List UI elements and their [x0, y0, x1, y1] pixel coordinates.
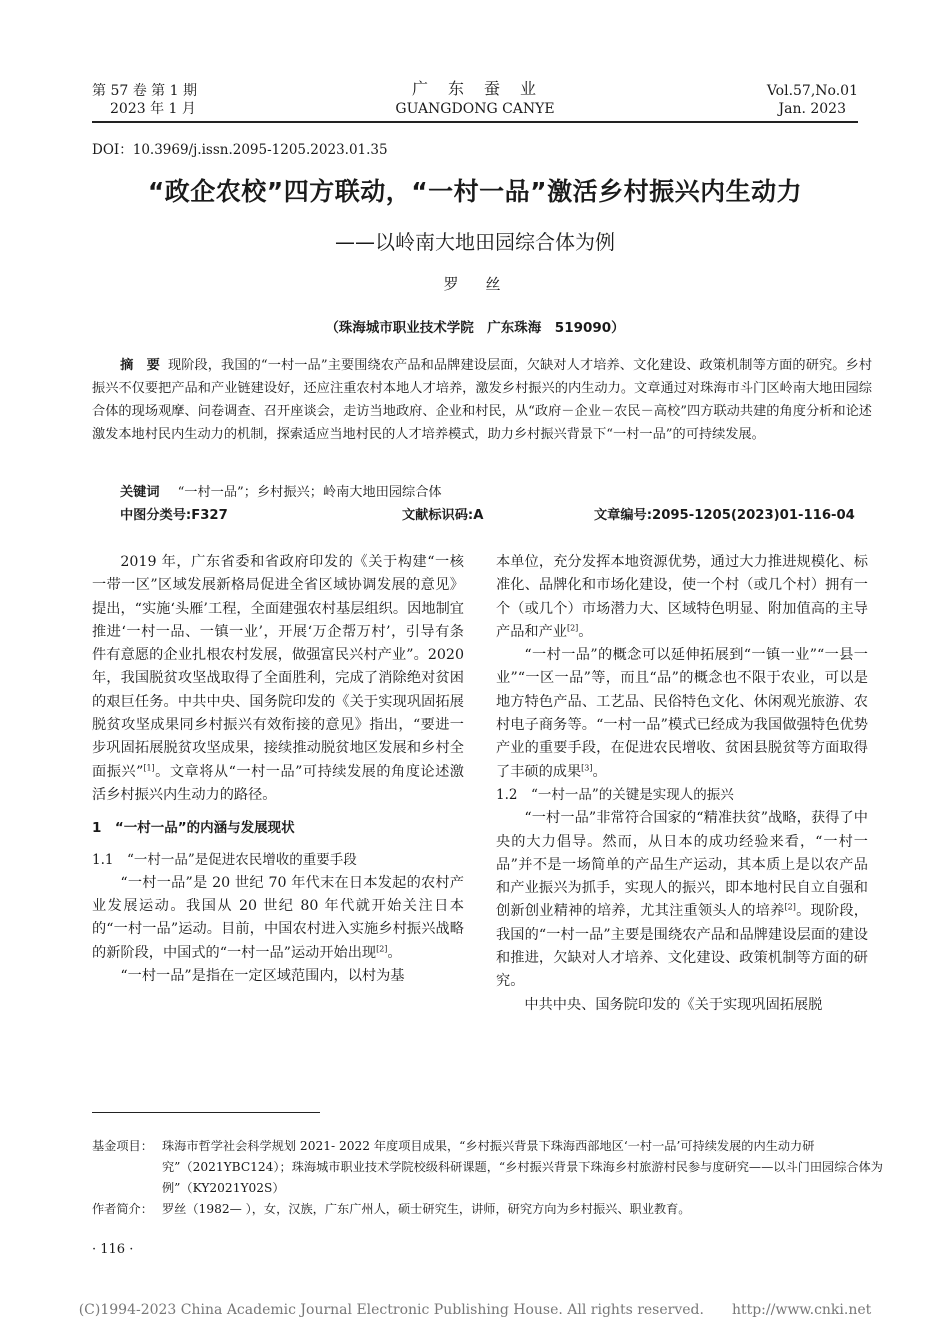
- footnotes: [92, 1136, 892, 1220]
- article-subtitle: ——以岭南大地田园综合体为例: [335, 230, 615, 254]
- cnki-footer: (C)1994-2023 China Academic Journal Electronic Publishing House. All rights reserved. http://www.cnki.net: [78, 1302, 872, 1318]
- author-bio-text: 罗丝（1982— ），女，汉族，广东广州人，硕士研究生，讲师，研究方向为乡村振兴、职业教育。: [162, 1202, 691, 1216]
- right-p2-tail: 。: [592, 763, 607, 780]
- right-p3-tail: 。现阶段，我国的“一村一品”主要是围绕农产品和品牌建设层面的建设和推进，欠缺对人才培养、文化建设、政策机制等方面的研究。: [496, 903, 868, 990]
- journal-volume-en: Vol.57,No.01: [766, 83, 858, 99]
- keywords: [120, 481, 442, 500]
- right-p1-tail: 。: [578, 623, 593, 640]
- header-rule: [92, 121, 858, 123]
- right-paragraph: [496, 644, 868, 784]
- right-paragraph: [496, 551, 868, 644]
- abstract: [92, 354, 872, 446]
- citation: [2]: [784, 902, 796, 912]
- left-p1-text: 2019 年，广东省委和省政府印发的《关于构建“一核一带一区”区域发展新格局促进全省区域协调发展的意见》提出，“实施‘头雁’工程，全面建强农村基层组织。因地制宜推进‘一村一品、一镇一业’，开展‘万企帮万村’，引导有条件有意愿的企业扎根农村发展，做强富民兴村产业”。2020 年，我国脱贫攻坚战取得了全面胜利，完成了消除绝对贫困的艰巨任务。中共中央、国务院印发的《关于实现巩固拓展脱贫攻坚成果同乡村振兴有效衔接的意见》指出，“要进一步巩固拓展脱贫攻坚成果，接续推动脱贫地区发展和乡村全面振兴”: [92, 554, 464, 780]
- section-heading-1-2: 1.2 “一村一品”的关键是实现人的振兴: [496, 786, 734, 803]
- author-name: 罗 丝: [443, 275, 507, 293]
- journal-name: 广 东 蚕 业: [411, 79, 538, 98]
- journal-date-en: Jan. 2023: [778, 101, 846, 117]
- left-p2-text: “一村一品”是 20 世纪 70 年代末在日本发起的农村产业发展运动。我国从 20 世纪 80 年代就开始关注日本的“一村一品”运动。目前，中国农村进入实施乡村振兴战略的新阶段，中国式的“一村一品”运动开始出现: [92, 874, 464, 961]
- left-paragraph: [92, 872, 464, 965]
- clc-number: 中图分类号:F327: [120, 508, 228, 523]
- keywords-label: 关键词: [120, 485, 160, 500]
- fund-text: 珠海市哲学社会科学规划 2021- 2022 年度项目成果，“乡村振兴背景下珠海西部地区‘一村一品’可持续发展的内生动力研究”（2021YBC124）；珠海城市职业技术学院校级科研课题，“乡村振兴背景下珠海乡村旅游村民参与度研究——以斗门田园综合体为例”（KY2021Y02S）: [162, 1139, 883, 1195]
- article-number: 文章编号:2095-1205(2023)01-116-04: [594, 508, 855, 523]
- citation: [2]: [376, 944, 388, 954]
- document-code: 文献标识码:A: [402, 508, 484, 523]
- right-p3-text: “一村一品”非常符合国家的“精准扶贫”战略，获得了中央的大力倡导。然而，从日本的成功经验来看，“一村一品”并不是一场简单的产品生产运动，其本质上是以农产品和产业振兴为抓手，实现人的振兴，即本地村民自立自强和创新创业精神的培养，尤其注重领头人的培养: [496, 810, 868, 920]
- keywords-text: “一村一品”；乡村振兴；岭南大地田园综合体: [177, 485, 442, 500]
- affiliation: （珠海城市职业技术学院 广东珠海 519090）: [325, 320, 625, 336]
- right-p2-text: “一村一品”的概念可以延伸拓展到“一镇一业”“一县一业”“一区一品”等，而且“品”的概念也不限于农业，可以是地方特色产品、工艺品、民俗特色文化、休闲观光旅游、农村电子商务等。“一村一品”模式已经成为我国做强特色优势产业的重要手段，在促进农民增收、贫困县脱贫等方面取得了丰硕的成果: [496, 647, 868, 780]
- journal-volume: 第 57 卷 第 1 期: [92, 83, 197, 99]
- journal-name-en: GUANGDONG CANYE: [395, 101, 555, 117]
- abstract-label: 摘 要: [120, 358, 160, 373]
- citation: [2]: [566, 623, 579, 633]
- left-paragraph: [92, 551, 464, 807]
- left-p2-tail: 。: [387, 944, 402, 961]
- left-p1-tail: 。文章将从“一村一品”可持续发展的角度论述激活乡村振兴内生动力的路径。: [92, 763, 464, 803]
- right-column: [496, 551, 868, 1017]
- section-heading-1-1: 1.1 “一村一品”是促进农民增收的重要手段: [92, 851, 357, 868]
- page-number: · 116 ·: [92, 1242, 134, 1257]
- article-title: “政企农校”四方联动，“一村一品”激活乡村振兴内生动力: [147, 177, 803, 206]
- journal-date: 2023 年 1 月: [110, 101, 196, 117]
- citation: [3]: [581, 762, 593, 772]
- right-paragraph: 中共中央、国务院印发的《关于实现巩固拓展脱: [524, 996, 823, 1013]
- author-bio-label: 作者简介：: [92, 1202, 153, 1216]
- citation: [1]: [143, 762, 155, 772]
- left-column: [92, 551, 464, 988]
- right-paragraph: [496, 807, 868, 993]
- abstract-text: 现阶段，我国的“一村一品”主要围绕农产品和品牌建设层面，欠缺对人才培养、文化建设、政策机制等方面的研究。乡村振兴不仅要把产品和产业链建设好，还应注重农村本地人才培养，激发乡村振兴的内生动力。文章通过对珠海市斗门区岭南大地田园综合体的现场观摩、问卷调查、召开座谈会，走访当地政府、企业和村民，从“政府－企业－农民－高校”四方联动共建的角度分析和论述激发本地村民内生动力的机制，探索适应当地村民的人才培养模式，助力乡村振兴背景下“一村一品”的可持续发展。: [92, 358, 873, 442]
- doi: DOI：10.3969/j.issn.2095-1205.2023.01.35: [92, 142, 388, 158]
- footnote-rule: [92, 1112, 320, 1113]
- right-p1-text: 本单位，充分发挥本地资源优势，通过大力推进规模化、标准化、品牌化和市场化建设，使一个村（或几个村）拥有一个（或几个）市场潜力大、区域特色明显、附加值高的主导产品和产业: [496, 554, 868, 640]
- fund-label: 基金项目：: [92, 1139, 153, 1153]
- left-paragraph: “一村一品”是指在一定区域范围内，以村为基: [120, 968, 405, 985]
- section-heading-1: 1 “一村一品”的内涵与发展现状: [92, 820, 295, 837]
